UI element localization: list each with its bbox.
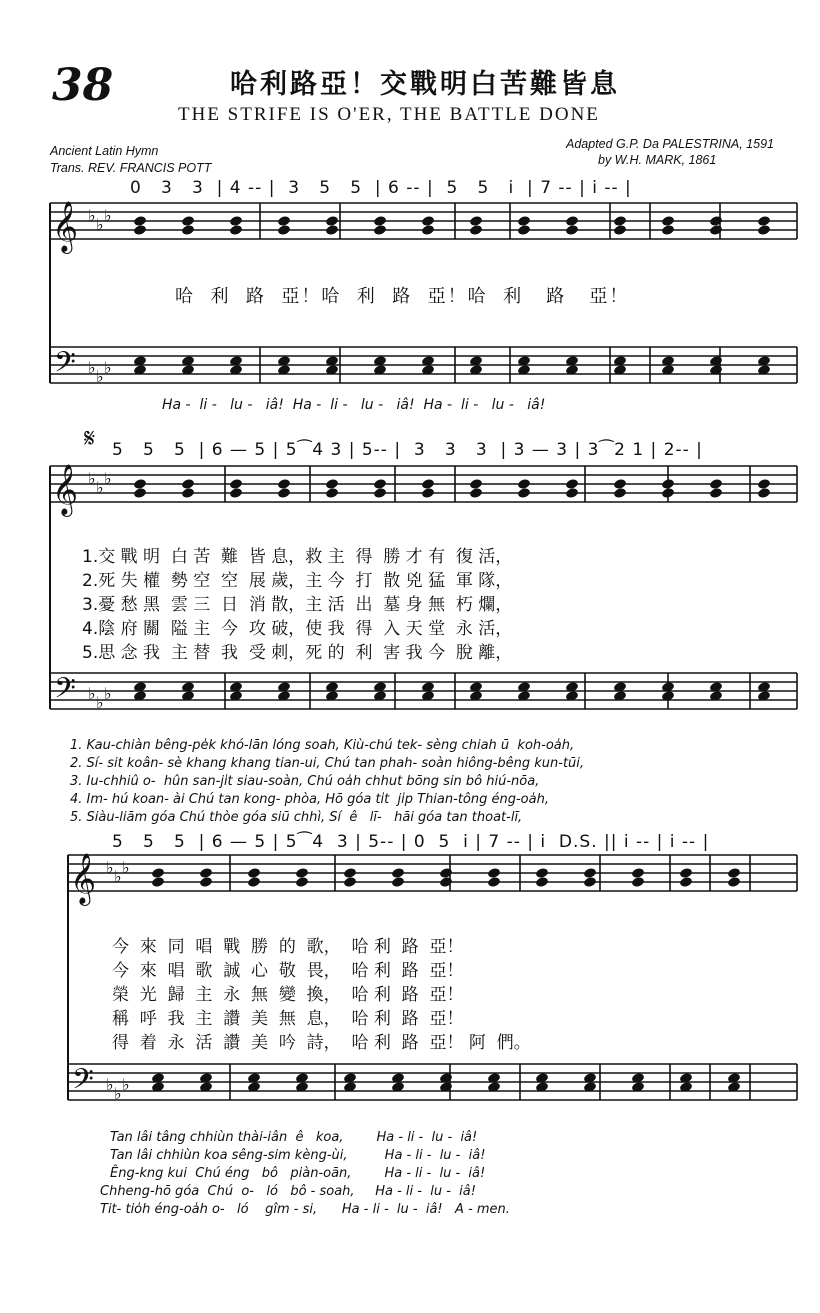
composer-credit: Adapted G.P. Da PALESTRINA, 1591: [566, 137, 774, 151]
system3-verse-roman-5: Tit- tio̍h éng-oa̍h o- ló gîm - si, Ha - li - lu - iâ! A - men.: [100, 1202, 510, 1217]
svg-text:♭: ♭: [114, 1084, 122, 1103]
svg-text:𝄢: 𝄢: [72, 1063, 94, 1103]
svg-text:♭: ♭: [122, 858, 130, 877]
system2-verse-roman-5: 5. Siàu-liām góa Chú thòe góa siū chhì, Sí ê lī- hāi góa tan thoat-lī,: [70, 810, 523, 825]
system2-verse-cn-3: 3.憂 愁 黑 雲 三 日 消 散，主 活 出 墓 身 無 朽 爛，: [82, 595, 513, 615]
svg-text:𝄢: 𝄢: [54, 672, 76, 712]
svg-text:♭: ♭: [104, 358, 112, 377]
svg-text:♭: ♭: [104, 206, 112, 225]
system1-numbered-notation: 0 3 3 | 4 -- | 3 5 5 | 6 -- | 5 5 i | 7 -- | i -- |: [130, 178, 632, 198]
system3-verse-cn-3: 榮 光 歸 主 永 無 變 換， 哈 利 路 亞！: [112, 985, 464, 1005]
system2-verse-cn-5: 5.思 念 我 主 替 我 受 刺，死 的 利 害 我 今 脫 離，: [82, 643, 513, 663]
svg-text:♭: ♭: [106, 1075, 114, 1094]
svg-text:♭: ♭: [96, 693, 104, 712]
svg-text:𝄢: 𝄢: [54, 346, 76, 386]
system2-verse-roman-2: 2. Sí- sit koân- sè khang khang tian-ui, Chú tan phah- soàn hiông-bêng kun-tūi,: [70, 756, 585, 771]
system2-verse-roman-3: 3. Iu-chhiû o- hûn san-ji̍t siau-soàn, Chú oa̍h chhut bōng sin bô hiú-nōa,: [70, 774, 540, 789]
svg-text:♭: ♭: [88, 358, 96, 377]
system2-verse-cn-2: 2.死 失 權 勢 空 空 展 歲，主 今 打 散 兇 猛 軍 隊，: [82, 571, 513, 591]
system3-verse-roman-2: Tan lâi chhiùn koa sêng-sim kèng-ùi, Ha - li - lu - iâ!: [110, 1148, 486, 1163]
segno-sign: 𝄋: [84, 424, 96, 454]
translator-credit: Trans. REV. FRANCIS POTT: [50, 161, 212, 175]
system3-verse-cn-1: 今 來 同 唱 戰 勝 的 歌， 哈 利 路 亞！: [112, 937, 464, 957]
system1-lyric-romanized: Ha - li - lu - iâ! Ha - li - lu - iâ! Ha - li - lu - iâ!: [162, 397, 546, 413]
svg-text:♭: ♭: [96, 478, 104, 497]
svg-text:♭: ♭: [88, 206, 96, 225]
system3-verse-roman-1: Tan lâi tâng chhiùn thài-iân ê koa, Ha - li - lu - iâ!: [110, 1130, 478, 1145]
system2-verse-cn-1: 1.交 戰 明 白 苦 難 皆 息，救 主 得 勝 才 有 復 活，: [82, 547, 513, 567]
system3-verse-roman-4: Chheng-hō góa Chú o- ló bô - soah, Ha - li - lu - iâ!: [100, 1184, 476, 1199]
system3-verse-cn-4: 稱 呼 我 主 讚 美 無 息， 哈 利 路 亞！: [112, 1009, 464, 1029]
arranger-credit: by W.H. MARK, 1861: [598, 153, 717, 167]
text-credit: Ancient Latin Hymn: [50, 144, 159, 158]
system2-numbered-notation: 5 5 5 | 6 — 5 | 5⁀4 3 | 5-- | 3 3 3 | 3 — 3 | 3⁀2 1 | 2-- |: [112, 440, 703, 460]
svg-text:♭: ♭: [96, 215, 104, 234]
svg-text:♭: ♭: [104, 469, 112, 488]
svg-text:𝄞: 𝄞: [70, 853, 97, 904]
svg-text:♭: ♭: [88, 469, 96, 488]
system3-verse-roman-3: Êng-kng kui Chú éng bô piàn-oān, Ha - li - lu - iâ!: [110, 1166, 486, 1181]
svg-text:𝄞: 𝄞: [52, 201, 79, 252]
hymn-title-chinese: 哈利路亞！交戰明白苦難皆息: [230, 69, 620, 100]
svg-text:♭: ♭: [88, 684, 96, 703]
svg-text:♭: ♭: [114, 867, 122, 886]
hymn-title-english: THE STRIFE IS O'ER, THE BATTLE DONE: [178, 104, 600, 125]
system3-verse-cn-5: 得 着 永 活 讚 美 吟 詩， 哈 利 路 亞！ 阿 們。: [112, 1033, 531, 1053]
system2-verse-cn-4: 4.陰 府 關 隘 主 今 攻 破，使 我 得 入 天 堂 永 活，: [82, 619, 513, 639]
svg-text:♭: ♭: [106, 858, 114, 877]
svg-text:♭: ♭: [104, 684, 112, 703]
system1-lyric-chinese: 哈 利 路 亞！哈 利 路 亞！哈 利 路 亞！: [175, 286, 630, 307]
svg-text:♭: ♭: [96, 367, 104, 386]
hymn-number: 38: [52, 60, 114, 111]
system2-verse-roman-1: 1. Kau-chiàn bêng-pe̍k khó-lān lóng soah, Kiù-chú tek- sèng chiah ū koh-oa̍h,: [70, 738, 575, 753]
svg-text:♭: ♭: [122, 1075, 130, 1094]
system3-verse-cn-2: 今 來 唱 歌 誠 心 敬 畏， 哈 利 路 亞！: [112, 961, 464, 981]
system2-verse-roman-4: 4. Im- hú koan- ài Chú tan kong- phòa, Hō góa ti̍t ji̍p Thian-tông éng-oa̍h,: [70, 792, 549, 807]
svg-text:𝄞: 𝄞: [52, 464, 79, 515]
system3-numbered-notation: 5 5 5 | 6 — 5 | 5⁀4 3 | 5-- | 0 5 i | 7 -- | i D.S. || i -- | i -- |: [112, 832, 710, 852]
